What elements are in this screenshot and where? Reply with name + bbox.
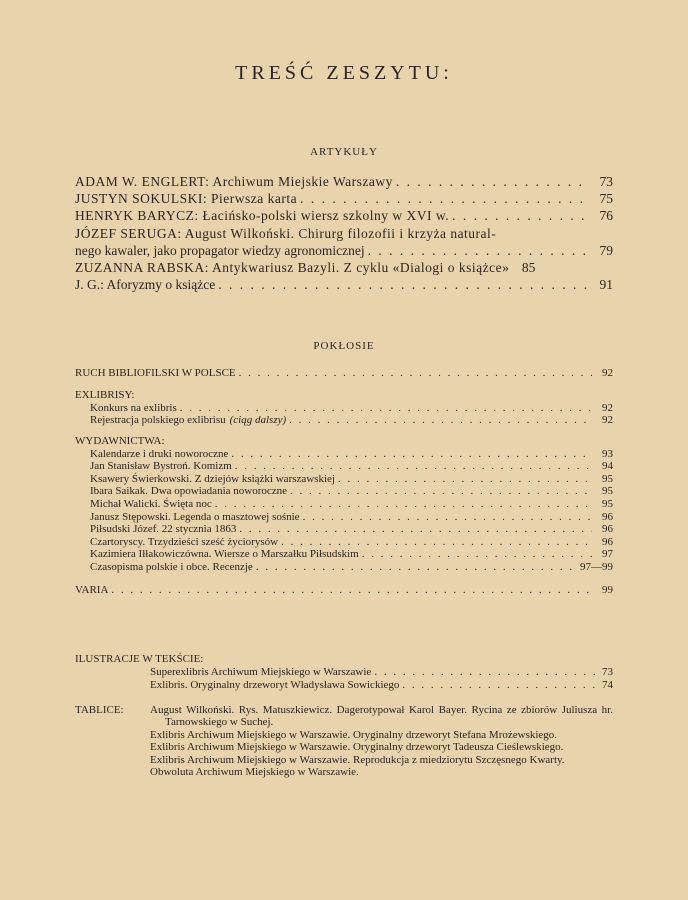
- entry-title: Janusz Stępowski. Legenda o masztowej sośnie: [90, 510, 300, 523]
- toc-entry: [75, 367, 613, 380]
- varia-section: [75, 584, 613, 597]
- toc-entry: [75, 498, 613, 511]
- dot-leader: [338, 473, 592, 486]
- dot-leader: [239, 367, 592, 380]
- dot-leader: [256, 561, 577, 574]
- toc-entry: [75, 225, 613, 242]
- toc-entry: [75, 402, 613, 415]
- dot-leader: [368, 242, 590, 259]
- entry-title-italic: (ciąg dalszy): [229, 414, 287, 427]
- dot-leader: [111, 584, 592, 597]
- entry-page: 97: [602, 548, 613, 561]
- ruch-section: [75, 367, 613, 380]
- wydawnictwa-section: [75, 435, 613, 574]
- dot-leader: [300, 190, 590, 207]
- entry-title: RUCH BIBLIOFILSKI W POLSCE: [75, 367, 236, 379]
- toc-entry: [75, 523, 613, 536]
- entry-page: 94: [602, 460, 613, 473]
- entry-title: Kalendarze i druki noworoczne: [90, 447, 229, 460]
- tablice-label: TABLICE:: [75, 704, 124, 716]
- dot-leader: [180, 402, 592, 415]
- ilustracje-list: [75, 666, 613, 692]
- entry-title: Exlibris. Oryginalny drzeworyt Władysława Sowickiego: [150, 679, 400, 691]
- entry-title: Superexlibris Archiwum Miejskiego w Warszawie: [150, 666, 372, 678]
- dot-leader: [374, 666, 599, 679]
- dot-leader: [289, 414, 592, 427]
- dot-leader: [231, 448, 592, 461]
- pokl-heading: POKŁOSIE: [313, 340, 375, 352]
- entry-page: 91: [599, 277, 613, 293]
- tablice-list: [150, 704, 613, 778]
- toc-entry: [75, 548, 613, 561]
- entry-title: Jan Stanisław Bystroń. Komizm: [90, 460, 232, 473]
- entry-title: Kazimiera Iłłakowiczówna. Wiersze o Marszałku Piłsudskim: [90, 548, 359, 561]
- dot-leader: [281, 536, 592, 549]
- entry-title: JÓZEF SERUGA: August Wilkoński. Chirurg filozofii i krzyża natural-: [75, 225, 497, 241]
- entry-page: 96: [602, 510, 613, 523]
- page-title: TREŚĆ ZESZYTU:: [235, 62, 453, 84]
- entry-title: Ibara Saikak. Dwa opowiadania noworoczne: [90, 485, 288, 498]
- toc-entry: [75, 460, 613, 473]
- entry-title: nego kawaler, jako propagator wiedzy agronomicznej: [75, 242, 365, 258]
- dot-leader: [290, 485, 592, 498]
- toc-entry: [75, 473, 613, 486]
- toc-entry: [75, 276, 613, 293]
- toc-entry-continued: [75, 242, 613, 259]
- entry-title: Czartoryscy. Trzydzieści sześć życiorysów: [90, 535, 279, 548]
- entry-page: 92: [602, 414, 613, 427]
- ilustracje-section: [75, 653, 613, 692]
- toc-entry: [75, 448, 613, 461]
- toc-entry: [75, 173, 613, 190]
- entry-page: 92: [602, 367, 613, 379]
- toc-entry: [75, 584, 613, 597]
- entry-title: J. G.: Aforyzmy o książce: [75, 277, 216, 293]
- entry-page: 74: [602, 679, 613, 691]
- toc-entry: [75, 485, 613, 498]
- toc-entry: [150, 666, 613, 679]
- dot-leader: [396, 173, 590, 190]
- entry-title: Rejestracja polskiego exlibrisu: [90, 414, 226, 427]
- toc-entry: [75, 414, 613, 427]
- entry-title: VARIA: [75, 584, 109, 596]
- entry-page: 85: [521, 260, 536, 276]
- entry-page: 95: [602, 472, 613, 485]
- entry-title: ZUZANNA RABSKA: Antykwariusz Bazyli. Z cyklu «Dialogi o książce»: [75, 260, 510, 276]
- dot-leader: [239, 523, 592, 536]
- dot-leader: [362, 548, 592, 561]
- entry-page: 97—99: [580, 560, 613, 573]
- entry-title: Michał Walicki. Święta noc: [90, 497, 212, 510]
- ilustracje-label: ILUSTRACJE W TEKŚCIE:: [75, 653, 204, 665]
- toc-entry: [75, 259, 613, 276]
- entry-page: 93: [602, 447, 613, 460]
- dot-leader: [235, 460, 592, 473]
- toc-entry: [75, 511, 613, 524]
- plate-entry: August Wilkoński. Rys. Matuszkiewicz. Dagerotypował Karol Bayer. Rycina ze zbiorów Juliusza hr. Tarnowskiego w Suchej.: [150, 704, 613, 729]
- toc-entry: [75, 561, 613, 574]
- toc-entry: [75, 536, 613, 549]
- entry-page: 73: [602, 666, 613, 678]
- entry-title: Czasopisma polskie i obce. Recenzje: [90, 560, 253, 573]
- plate-entry: Exlibris Archiwum Miejskiego w Warszawie. Reprodukcja z miedziorytu Szczęsnego Kwarty.: [150, 753, 565, 766]
- wydawnictwa-list: [75, 448, 613, 574]
- dot-leader: [452, 207, 590, 224]
- plate-entry: Obwoluta Archiwum Miejskiego w Warszawie.: [150, 766, 359, 779]
- entry-title: JUSTYN SOKULSKI: Pierwsza karta: [75, 191, 298, 207]
- entry-page: 79: [599, 242, 613, 258]
- entry-page: 99: [602, 584, 613, 596]
- entry-title: Piłsudski Józef. 22 stycznia 1863: [90, 523, 237, 536]
- dot-leader: [218, 276, 590, 293]
- articles-heading: ARTYKUŁY: [310, 146, 378, 158]
- entry-title: HENRYK BARYCZ: Łacińsko-polski wiersz szkolny w XVI w.: [75, 208, 450, 224]
- exlibrisy-label: EXLIBRISY:: [75, 389, 135, 401]
- entry-page: 92: [602, 401, 613, 414]
- entry-page: 95: [602, 485, 613, 498]
- dot-leader: [402, 679, 599, 692]
- wydawnictwa-label: WYDAWNICTWA:: [75, 435, 165, 447]
- exlibrisy-section: [75, 389, 613, 427]
- entry-page: 96: [602, 535, 613, 548]
- entry-page: 75: [599, 191, 613, 207]
- plate-entry: Exlibris Archiwum Miejskiego w Warszawie. Oryginalny drzeworyt Tadeusza Cieślewskiego.: [150, 741, 564, 754]
- entry-page: 96: [602, 523, 613, 536]
- entry-page: 76: [599, 208, 613, 224]
- entry-title: ADAM W. ENGLERT: Archiwum Miejskie Warszawy: [75, 174, 393, 189]
- dot-leader: [303, 511, 592, 524]
- entry-page: 73: [599, 174, 613, 189]
- toc-entry: [75, 190, 613, 207]
- toc-entry: [150, 679, 613, 692]
- dot-leader: [215, 498, 592, 511]
- articles-list: [75, 173, 613, 293]
- entry-title: Ksawery Świerkowski. Z dziejów książki warszawskiej: [90, 472, 335, 485]
- entry-page: 95: [602, 497, 613, 510]
- toc-entry: [75, 207, 613, 224]
- plate-entry: Exlibris Archiwum Miejskiego w Warszawie. Oryginalny drzeworyt Stefana Mrożewskiego.: [150, 728, 558, 741]
- entry-title: Konkurs na exlibris: [90, 401, 177, 414]
